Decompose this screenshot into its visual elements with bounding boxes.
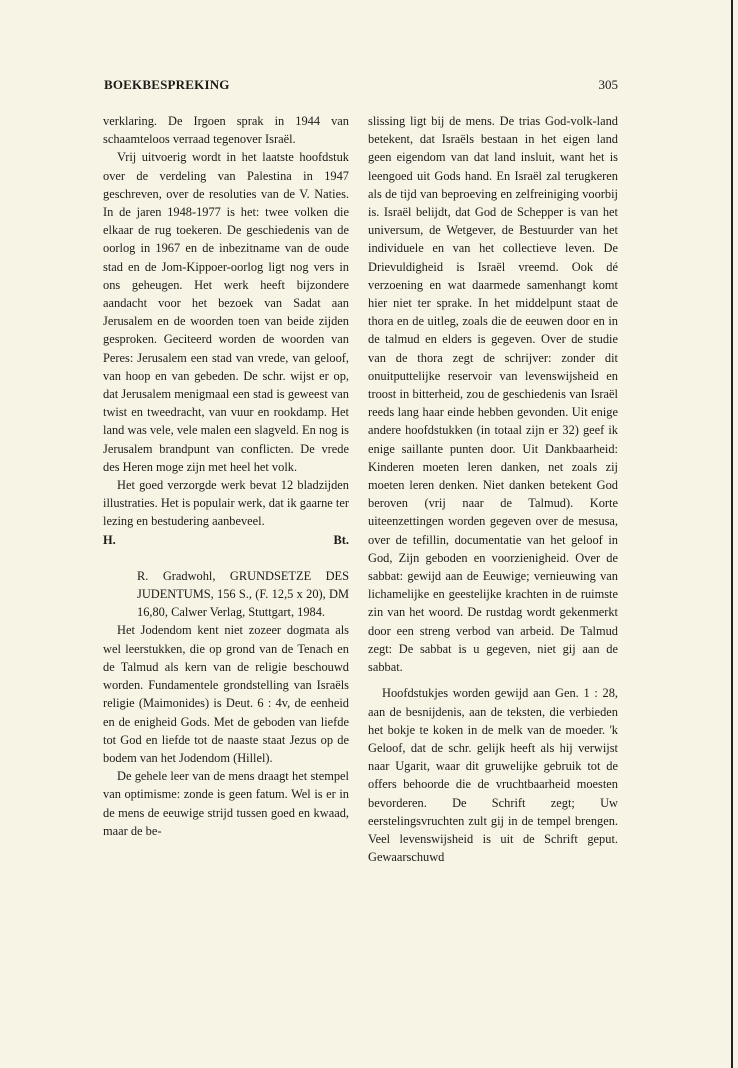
left-paragraph-5: De gehele leer van de mens draagt het stempel van optimisme: zonde is geen fatum. Wel is er in de mens de eeuwige strijd tussen goed en kwaad, maar de be-	[103, 769, 349, 838]
running-head: BOEKBESPREKING	[104, 77, 230, 92]
signature-initial-right: Bt.	[333, 532, 349, 547]
book-entry	[137, 567, 349, 622]
left-paragraph-1: verklaring. De Irgoen sprak in 1944 van schaamteloos verraad tegenover Israël.	[103, 114, 349, 147]
review-signature	[103, 531, 349, 549]
page-edge-line	[731, 0, 733, 1068]
left-paragraph-2: Vrij uitvoerig wordt in het laatste hoofdstuk over de verdeling van Palestina in 1947 geschreven, over de resoluties van de V. Naties. In de jaren 1948-1977 is het: twee volken die elkaar de rug toekeren. De geschiedenis van de oorlog in 1967 en de inbezitname van de oude stad en de Jom-Kippoer-oorlog ligt nog vers in ons geheugen. Het werk heeft bijzondere aandacht voor het bezoek van Sadat aan Jerusalem en de woorden toen van beide zijden gesproken. Geciteerd worden de woorden van Peres: Jerusalem een stad van vrede, van geloof, van hoop en van gebeden. De schr. wijst er op, dat Jerusalem menigmaal een stad is geweest van twist en tweedracht, van vuur en rookdamp. Het land was vele, vele malen een slagveld. En nog is Jerusalem brandpunt van conflicten. De vrede des Heren moge zijn met heel het volk.	[103, 150, 349, 474]
right-column	[368, 112, 618, 866]
right-paragraph-2: Hoofdstukjes worden gewijd aan Gen. 1 : 28, aan de besnijdenis, aan de teksten, die verbieden het bokje te koken in de melk van de moeder. 'k Geloof, dat de schr. gelijk heeft als hij verwijst naar Ugarit, waar dit gruwelijke gebruik tot de offers behoorde die de vruchtbaarheid moesten bevorderen. De Schrift zegt; Uw eerstelingsvruchten zult gij in de tempel brengen. Veel levenswijsheid is uit de Schrift geput. Gewaarschuwd	[368, 686, 618, 865]
book-entry-text: R. Gradwohl, GRUNDSETZE DES JUDENTUMS, 156 S., (F. 12,5 x 20), DM 16,80, Calwer Verlag, Stuttgart, 1984.	[137, 568, 349, 620]
page-header	[104, 77, 618, 97]
left-column	[103, 112, 349, 840]
left-paragraph-4: Het Jodendom kent niet zozeer dogmata als wel leerstukken, die op grond van de Tenach en de Talmud als kern van de religie beschouwd worden. Fundamentele grondstelling van Israëls religie (Maimonides) is Deut. 6 : 4v, de eenheid en de enigheid Gods. Met de geboden van liefde tot God en liefde tot de naaste staat Jezus op de bodem van het Jodendom (Hillel).	[103, 623, 349, 765]
left-paragraph-3: Het goed verzorgde werk bevat 12 bladzijden illustraties. Het is populair werk, dat ik gaarne ter lezing en bestudering aanbeveel.	[103, 478, 349, 529]
page-number: 305	[598, 77, 618, 92]
signature-initial-left: H.	[103, 532, 116, 547]
paragraph-gap	[368, 676, 618, 684]
right-paragraph-1: slissing ligt bij de mens. De trias God-volk-land betekent, dat Israëls bestaan in het eigen land geen eigendom van dat land insluit, want het is leengoed uit Gods hand. En Israël zal terugkeren als de tijd van beproeving en zelfreiniging voorbij is. Israël belijdt, dat God de Schepper is van het universum, de Wetgever, de Bestuurder van het individuele en van het collectieve leven. De Drievuldigheid is Israël vreemd. Ook dé verzoening en wat daarmede samenhangt komt hier niet ter sprake. In het middelpunt staat de thora en de uitleg, zoals die de eeuwen door en in de talmud en elders is gegeven. Over de studie van de thora zegt de schrijver: zonder dit onuitputtelijke reservoir van levenswijsheid en troost in bitterheid, zou de geschiedenis van Israël reeds lang haar einde hebben gevonden. Uit enige andere hoofdstukken (in totaal zijn er 32) geef ik enige saillante punten door. Uit Dankbaarheid: Kinderen moeten leren danken, net zoals zij moeten leren denken. Niet danken betekent God beroven (vrij naar de Talmud). Korte uiteenzettingen worden gegeven over de mesusa, over de tefillin, documentatie van het geloof in God, Zijn geboden en voorzienigheid. Over de sabbat: gewijd aan de Eeuwige; vernieuwing van lichamelijke en geestelijke krachten in de ruimste zin van het woord. De rustdag wordt gekenmerkt door een streng verbod van arbeid. De Talmud zegt: De sabbat is u gegeven, niet gij aan de sabbat.	[368, 114, 618, 675]
